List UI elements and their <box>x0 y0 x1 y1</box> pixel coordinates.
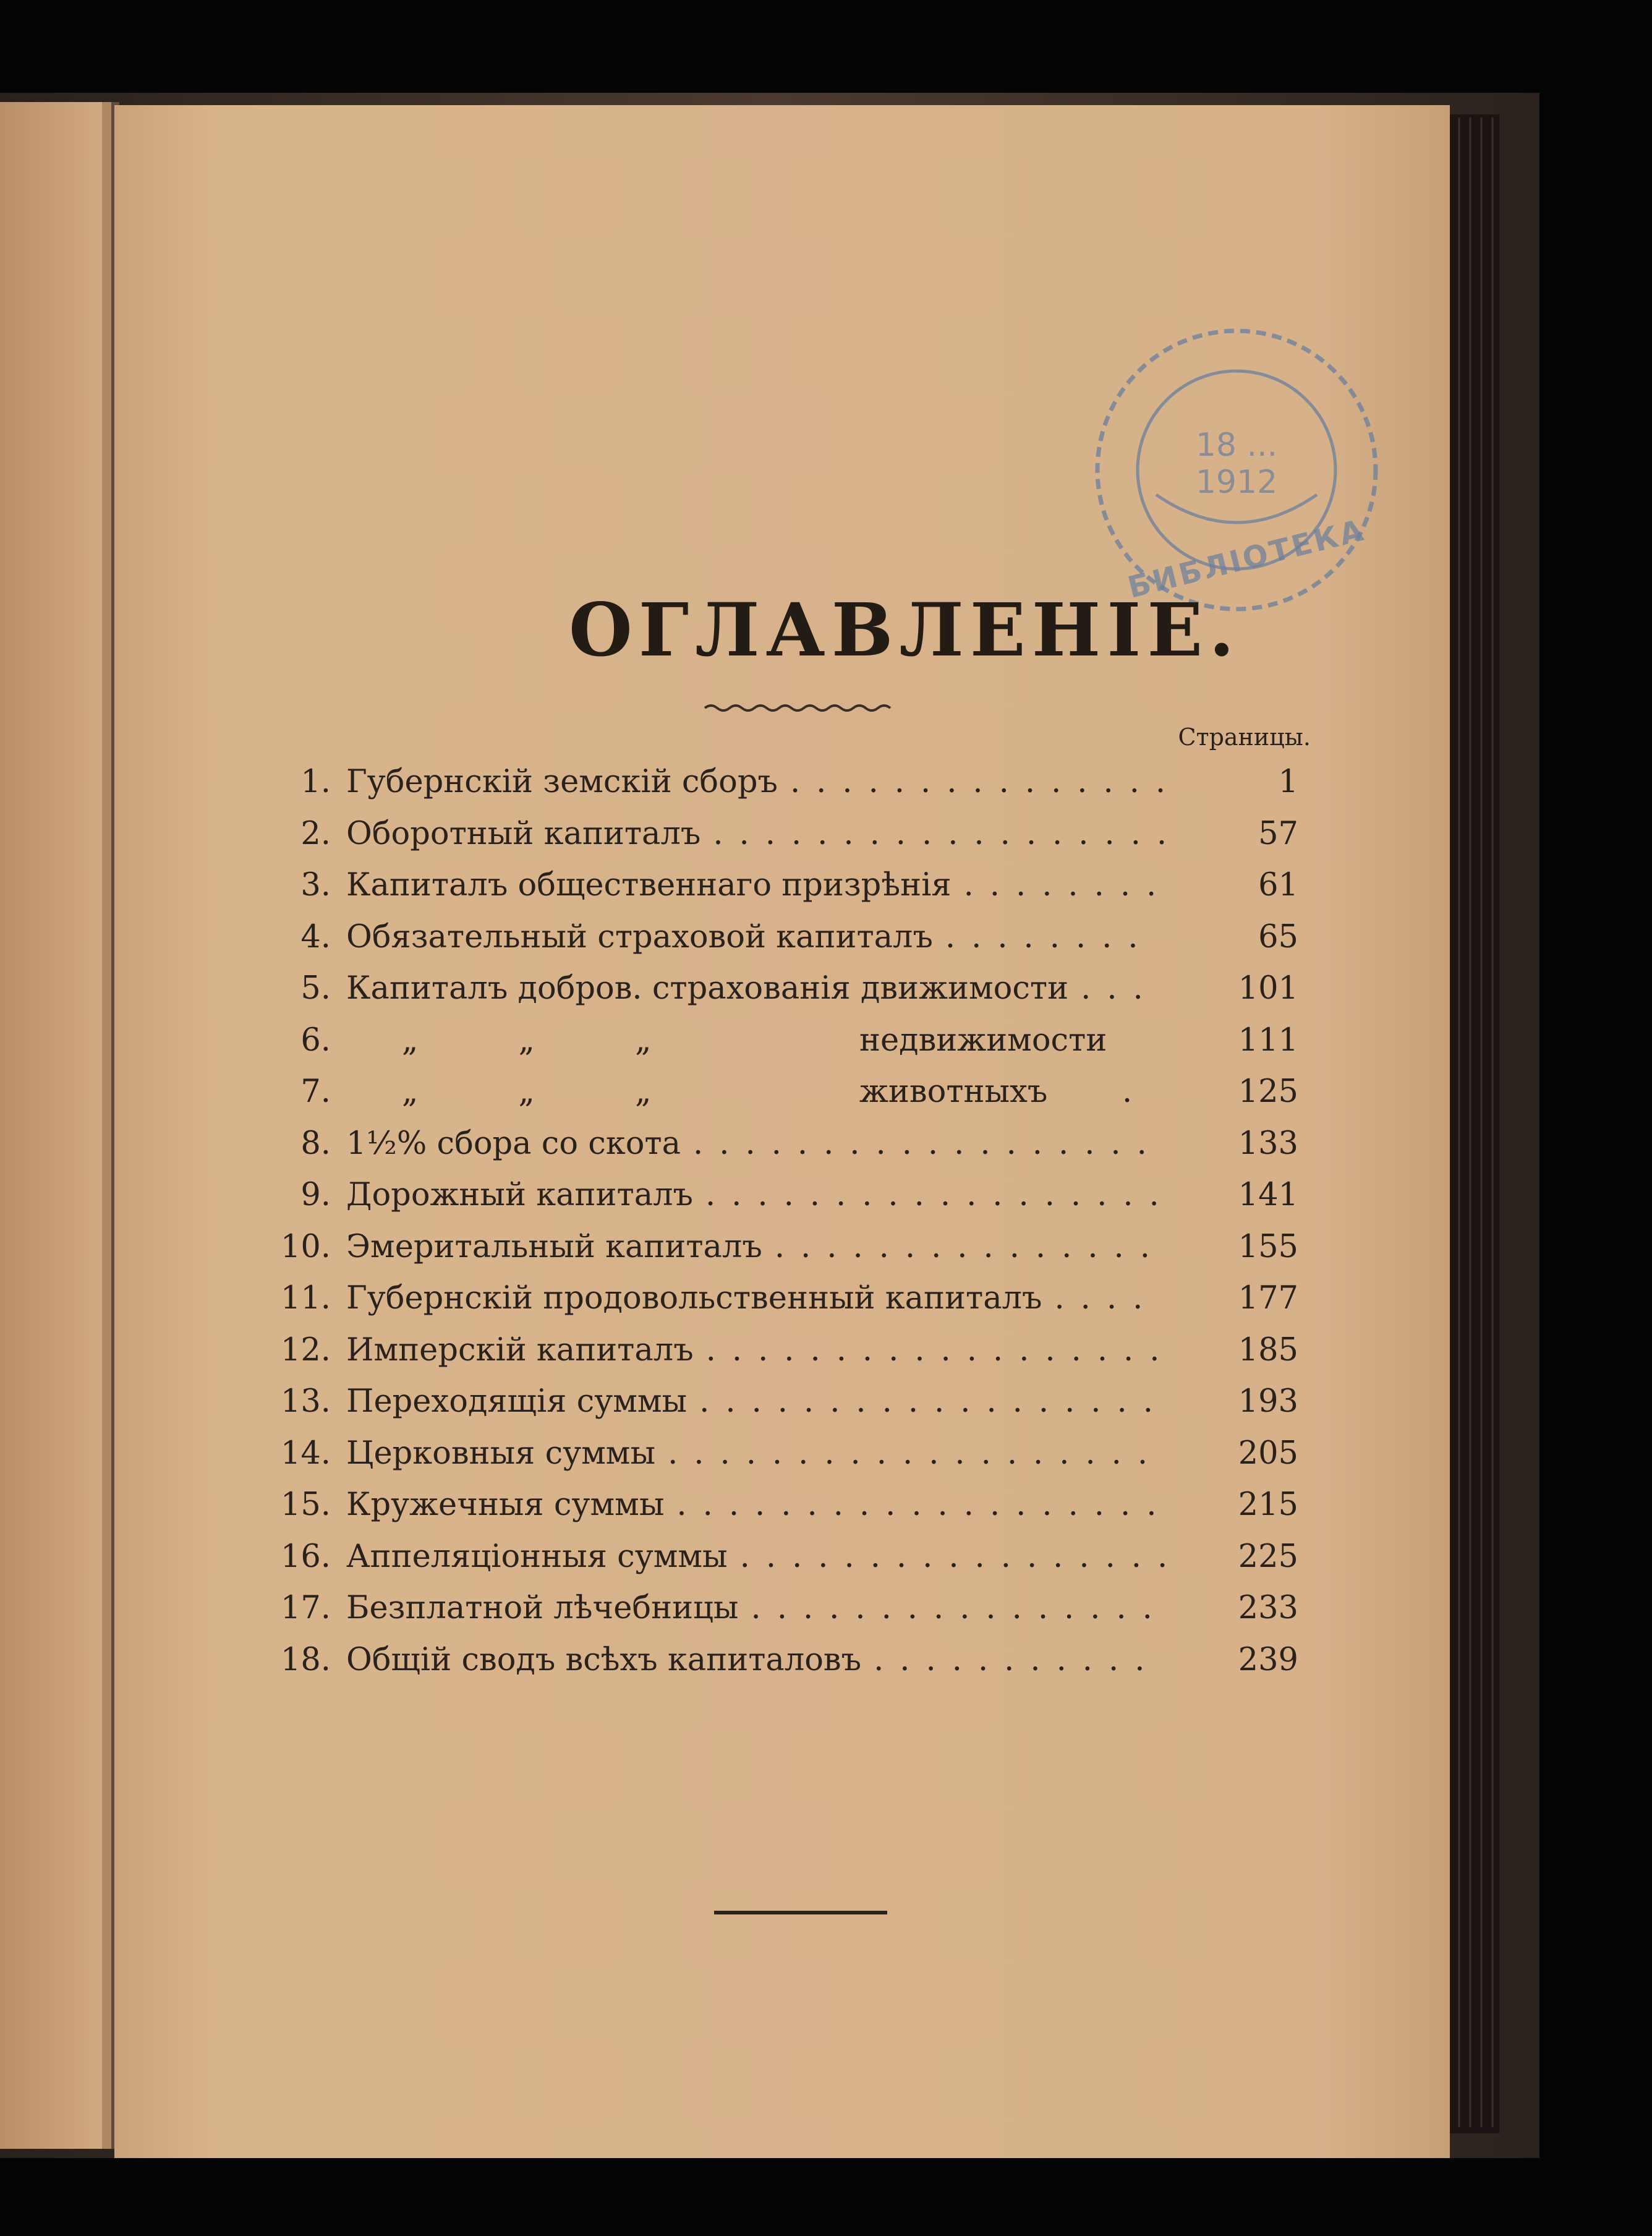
toc-entry <box>247 864 1298 907</box>
toc-entry-dots: ............... <box>774 1228 1166 1265</box>
toc-entry-dots: .................. <box>699 1383 1169 1420</box>
toc-entry <box>247 1174 1298 1217</box>
toc-entry-dots: . <box>1122 1073 1133 1110</box>
toc-entry-page: 193 <box>1238 1383 1298 1420</box>
toc-entry-label: Аппеляціонныя суммы <box>346 1538 728 1575</box>
toc-entry-label: Безплатной лѣчебницы <box>346 1590 739 1626</box>
toc-entry <box>247 1122 1298 1166</box>
toc-entry-dots: ................. <box>739 1538 1184 1575</box>
toc-entry-label: Оборотный капиталъ <box>346 815 701 852</box>
toc-entry-number: 5. <box>300 970 331 1007</box>
toc-entry-page: 239 <box>1238 1641 1298 1678</box>
toc-entry <box>247 1380 1298 1423</box>
toc-entry-number: 1. <box>300 764 331 800</box>
toc-entry-label: Обязательный страховой капиталъ <box>346 918 933 955</box>
toc-entry-page: 1 <box>1278 764 1298 800</box>
toc-entry-dots: ............... <box>790 764 1182 800</box>
toc-entry-label: Капиталъ добров. страхованія движимости <box>346 970 1069 1007</box>
toc-entry <box>247 1587 1298 1630</box>
toc-entry-dots: .................. <box>705 1177 1175 1213</box>
toc-entry-page: 101 <box>1238 970 1298 1007</box>
toc-entry <box>247 1226 1298 1269</box>
toc-entry-number: 13. <box>280 1383 331 1420</box>
toc-entry-page: 215 <box>1238 1487 1298 1523</box>
toc-entry <box>247 1535 1298 1579</box>
toc-entry-label: Кружечныя суммы <box>346 1487 665 1523</box>
stamp-ring-text: БИБЛІОТЕКА <box>1124 513 1369 605</box>
column-header: Страницы. <box>1178 723 1311 751</box>
toc-entry-dots: .................. <box>693 1125 1163 1162</box>
toc-entry-number: 4. <box>300 918 331 955</box>
toc-entry-page: 141 <box>1238 1177 1298 1213</box>
toc-entry-label: Капиталъ общественнаго призрѣнія <box>346 867 952 903</box>
toc-entry-dots: ........ <box>945 918 1154 955</box>
toc-entry <box>247 967 1298 1010</box>
toc-entry-label: Церковныя суммы <box>346 1435 656 1472</box>
toc-entry-number: 7. <box>300 1073 331 1110</box>
toc-entry <box>247 916 1298 959</box>
toc-entry-label: животныхъ <box>859 1073 1048 1110</box>
toc-entry-page: 111 <box>1238 1022 1298 1059</box>
toc-entry-page: 61 <box>1258 867 1298 903</box>
toc-entry-label: Губернскій земскій сборъ <box>346 764 778 800</box>
toc-entry-page: 155 <box>1238 1228 1298 1265</box>
toc-entry <box>247 1277 1298 1320</box>
toc-entry-page: 225 <box>1238 1538 1298 1575</box>
toc-entry-dots: ................ <box>751 1590 1169 1626</box>
toc-entry-dots: .................. <box>713 815 1183 852</box>
toc-entry <box>247 1483 1298 1527</box>
toc-entry-number: 6. <box>300 1022 331 1059</box>
stamp-center-text: 18 ... 1912 <box>1195 427 1278 501</box>
toc-entry-number: 15. <box>280 1487 331 1523</box>
toc-entry-page: 185 <box>1238 1331 1298 1368</box>
toc-entry-label: Имперскій капиталъ <box>346 1331 694 1368</box>
toc-entry <box>247 1070 1298 1114</box>
toc-entry-page: 125 <box>1238 1073 1298 1110</box>
toc-entry <box>247 1432 1298 1475</box>
toc-entry-dots: ........ <box>963 867 1173 903</box>
toc-entry-dots: .................. <box>705 1331 1176 1368</box>
toc-entry-label: недвижимости <box>859 1022 1107 1059</box>
toc-entry <box>247 761 1298 804</box>
toc-entry-number: 2. <box>300 815 331 852</box>
toc-entry <box>247 813 1298 856</box>
toc-entry-page: 233 <box>1238 1590 1298 1626</box>
toc-entry-dots: .... <box>1054 1280 1159 1316</box>
toc-entry-number: 3. <box>300 867 331 903</box>
toc-entry-dots: ........... <box>874 1641 1161 1678</box>
toc-entry-page: 133 <box>1238 1125 1298 1162</box>
toc-entry-number: 18. <box>280 1641 331 1678</box>
toc-entry-dots: ................... <box>668 1435 1164 1472</box>
toc-entry-label: Дорожный капиталъ <box>346 1177 693 1213</box>
toc-entry-number: 17. <box>280 1590 331 1626</box>
toc-entry-page: 177 <box>1238 1280 1298 1316</box>
toc-entry-label: Губернскій продовольственный капиталъ <box>346 1280 1042 1316</box>
toc-entry-dots: ................... <box>676 1487 1173 1523</box>
toc-entry-label: Эмеритальный капиталъ <box>346 1228 762 1265</box>
toc-entry-page: 65 <box>1258 918 1298 955</box>
toc-entry-page: 205 <box>1238 1435 1298 1472</box>
toc-entry-number: 11. <box>280 1280 331 1316</box>
toc-entry <box>247 1639 1298 1682</box>
toc-entry-number: 14. <box>280 1435 331 1472</box>
toc-entry-ditto: „ „ „ <box>402 1022 652 1059</box>
toc-entry <box>247 1019 1298 1062</box>
toc-entry-dots: ... <box>1081 970 1159 1007</box>
toc-entry-label: 1½% сбора со скота <box>346 1125 681 1162</box>
toc-entry-number: 9. <box>300 1177 331 1213</box>
toc-entry-number: 8. <box>300 1125 331 1162</box>
toc-entry <box>247 1329 1298 1372</box>
toc-entry-label: Переходящія суммы <box>346 1383 688 1420</box>
toc-entry-ditto: „ „ „ <box>402 1073 652 1110</box>
page-title: ОГЛАВЛЕНІЕ. <box>569 587 1241 673</box>
toc-entry-page: 57 <box>1258 815 1298 852</box>
toc-entry-number: 16. <box>280 1538 331 1575</box>
toc-entry-label: Общій сводъ всѣхъ капиталовъ <box>346 1641 862 1678</box>
toc-entry-number: 10. <box>280 1228 331 1265</box>
toc-entry-number: 12. <box>280 1331 331 1368</box>
